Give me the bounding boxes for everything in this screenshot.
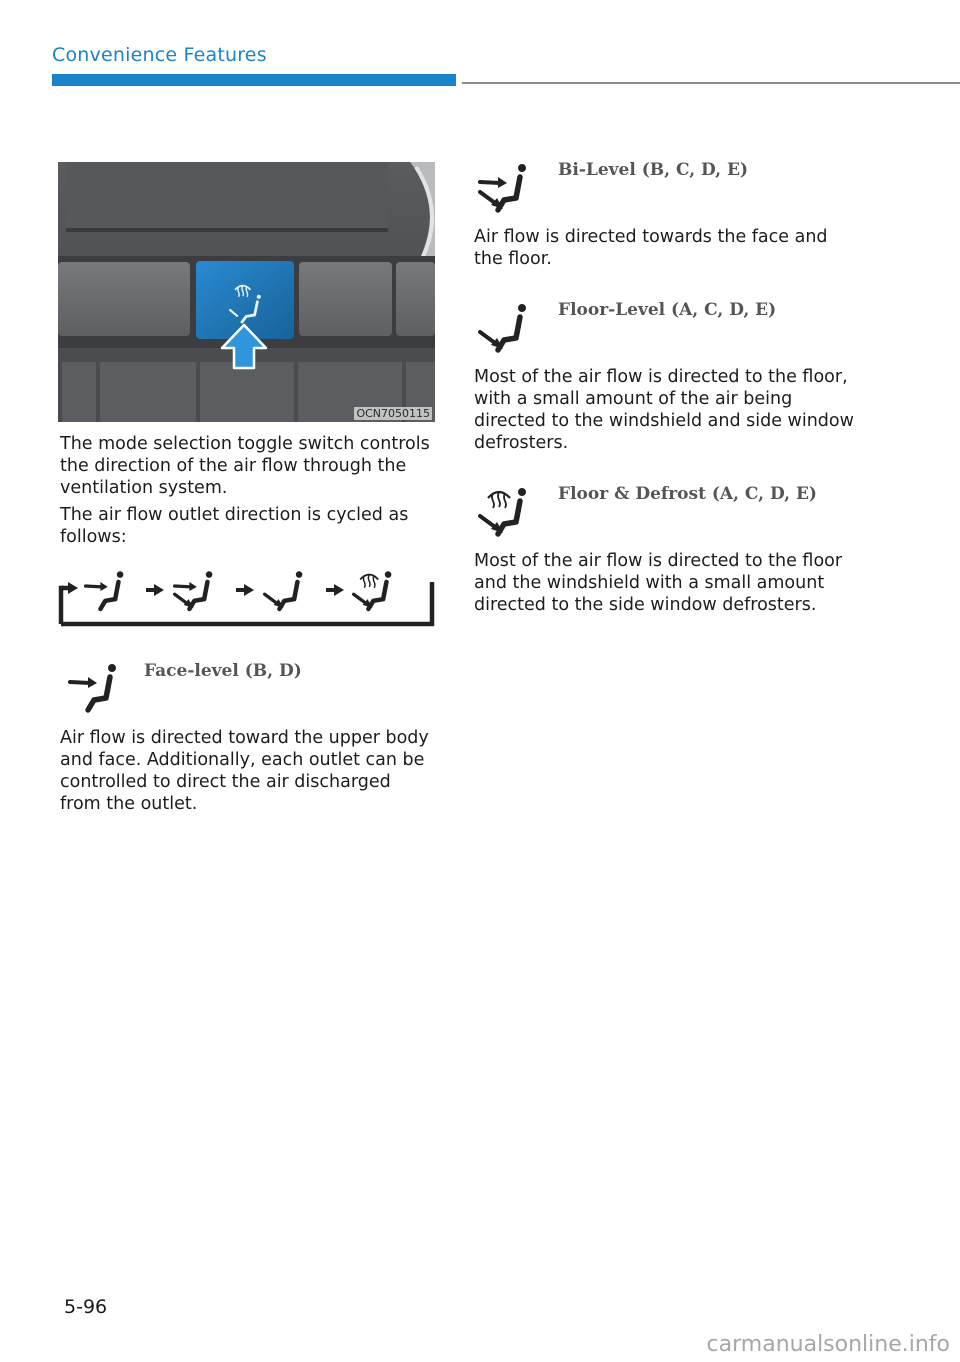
mode-description-floor-level: Most of the air flow is directed to the floor, with a small amount of the air being directed to the windshield and side window defrosters.	[474, 367, 854, 453]
header-accent-bar	[52, 74, 456, 86]
mode-cycle-diagram	[58, 566, 436, 628]
mode-description-bi-level: Air flow is directed towards the face and the floor.	[474, 227, 828, 269]
floor-level-icon	[478, 300, 538, 356]
bi-level-icon	[478, 160, 538, 216]
section-title: Convenience Features	[52, 44, 267, 66]
intro-paragraph-1: The mode selection toggle switch controls the direction of the air flow through the ventilation system.	[60, 434, 430, 498]
mode-description-face-level: Air flow is directed toward the upper body and face. Additionally, each outlet can be controlled to direct the air discharged from the outlet.	[60, 728, 429, 814]
page-number: 5-96	[64, 1296, 108, 1318]
mode-description-floor-defrost: Most of the air flow is directed to the floor and the windshield with a small amount directed to the side window defrosters.	[474, 551, 843, 615]
mode-title-bi-level: Bi-Level (B, C, D, E)	[558, 160, 749, 180]
header-rule	[462, 82, 960, 84]
face-level-icon	[68, 660, 128, 716]
mode-title-floor-level: Floor-Level (A, C, D, E)	[558, 300, 777, 320]
photo-caption: OCN7050115	[356, 407, 430, 420]
mode-switch-photo	[58, 162, 435, 422]
watermark: carmanualsonline.info	[706, 1332, 950, 1357]
intro-paragraph-2: The air flow outlet direction is cycled as follows:	[60, 505, 409, 547]
floor-defrost-icon	[478, 484, 538, 540]
mode-title-floor-defrost: Floor & Defrost (A, C, D, E)	[558, 484, 817, 504]
mode-title-face-level: Face-level (B, D)	[144, 661, 302, 681]
